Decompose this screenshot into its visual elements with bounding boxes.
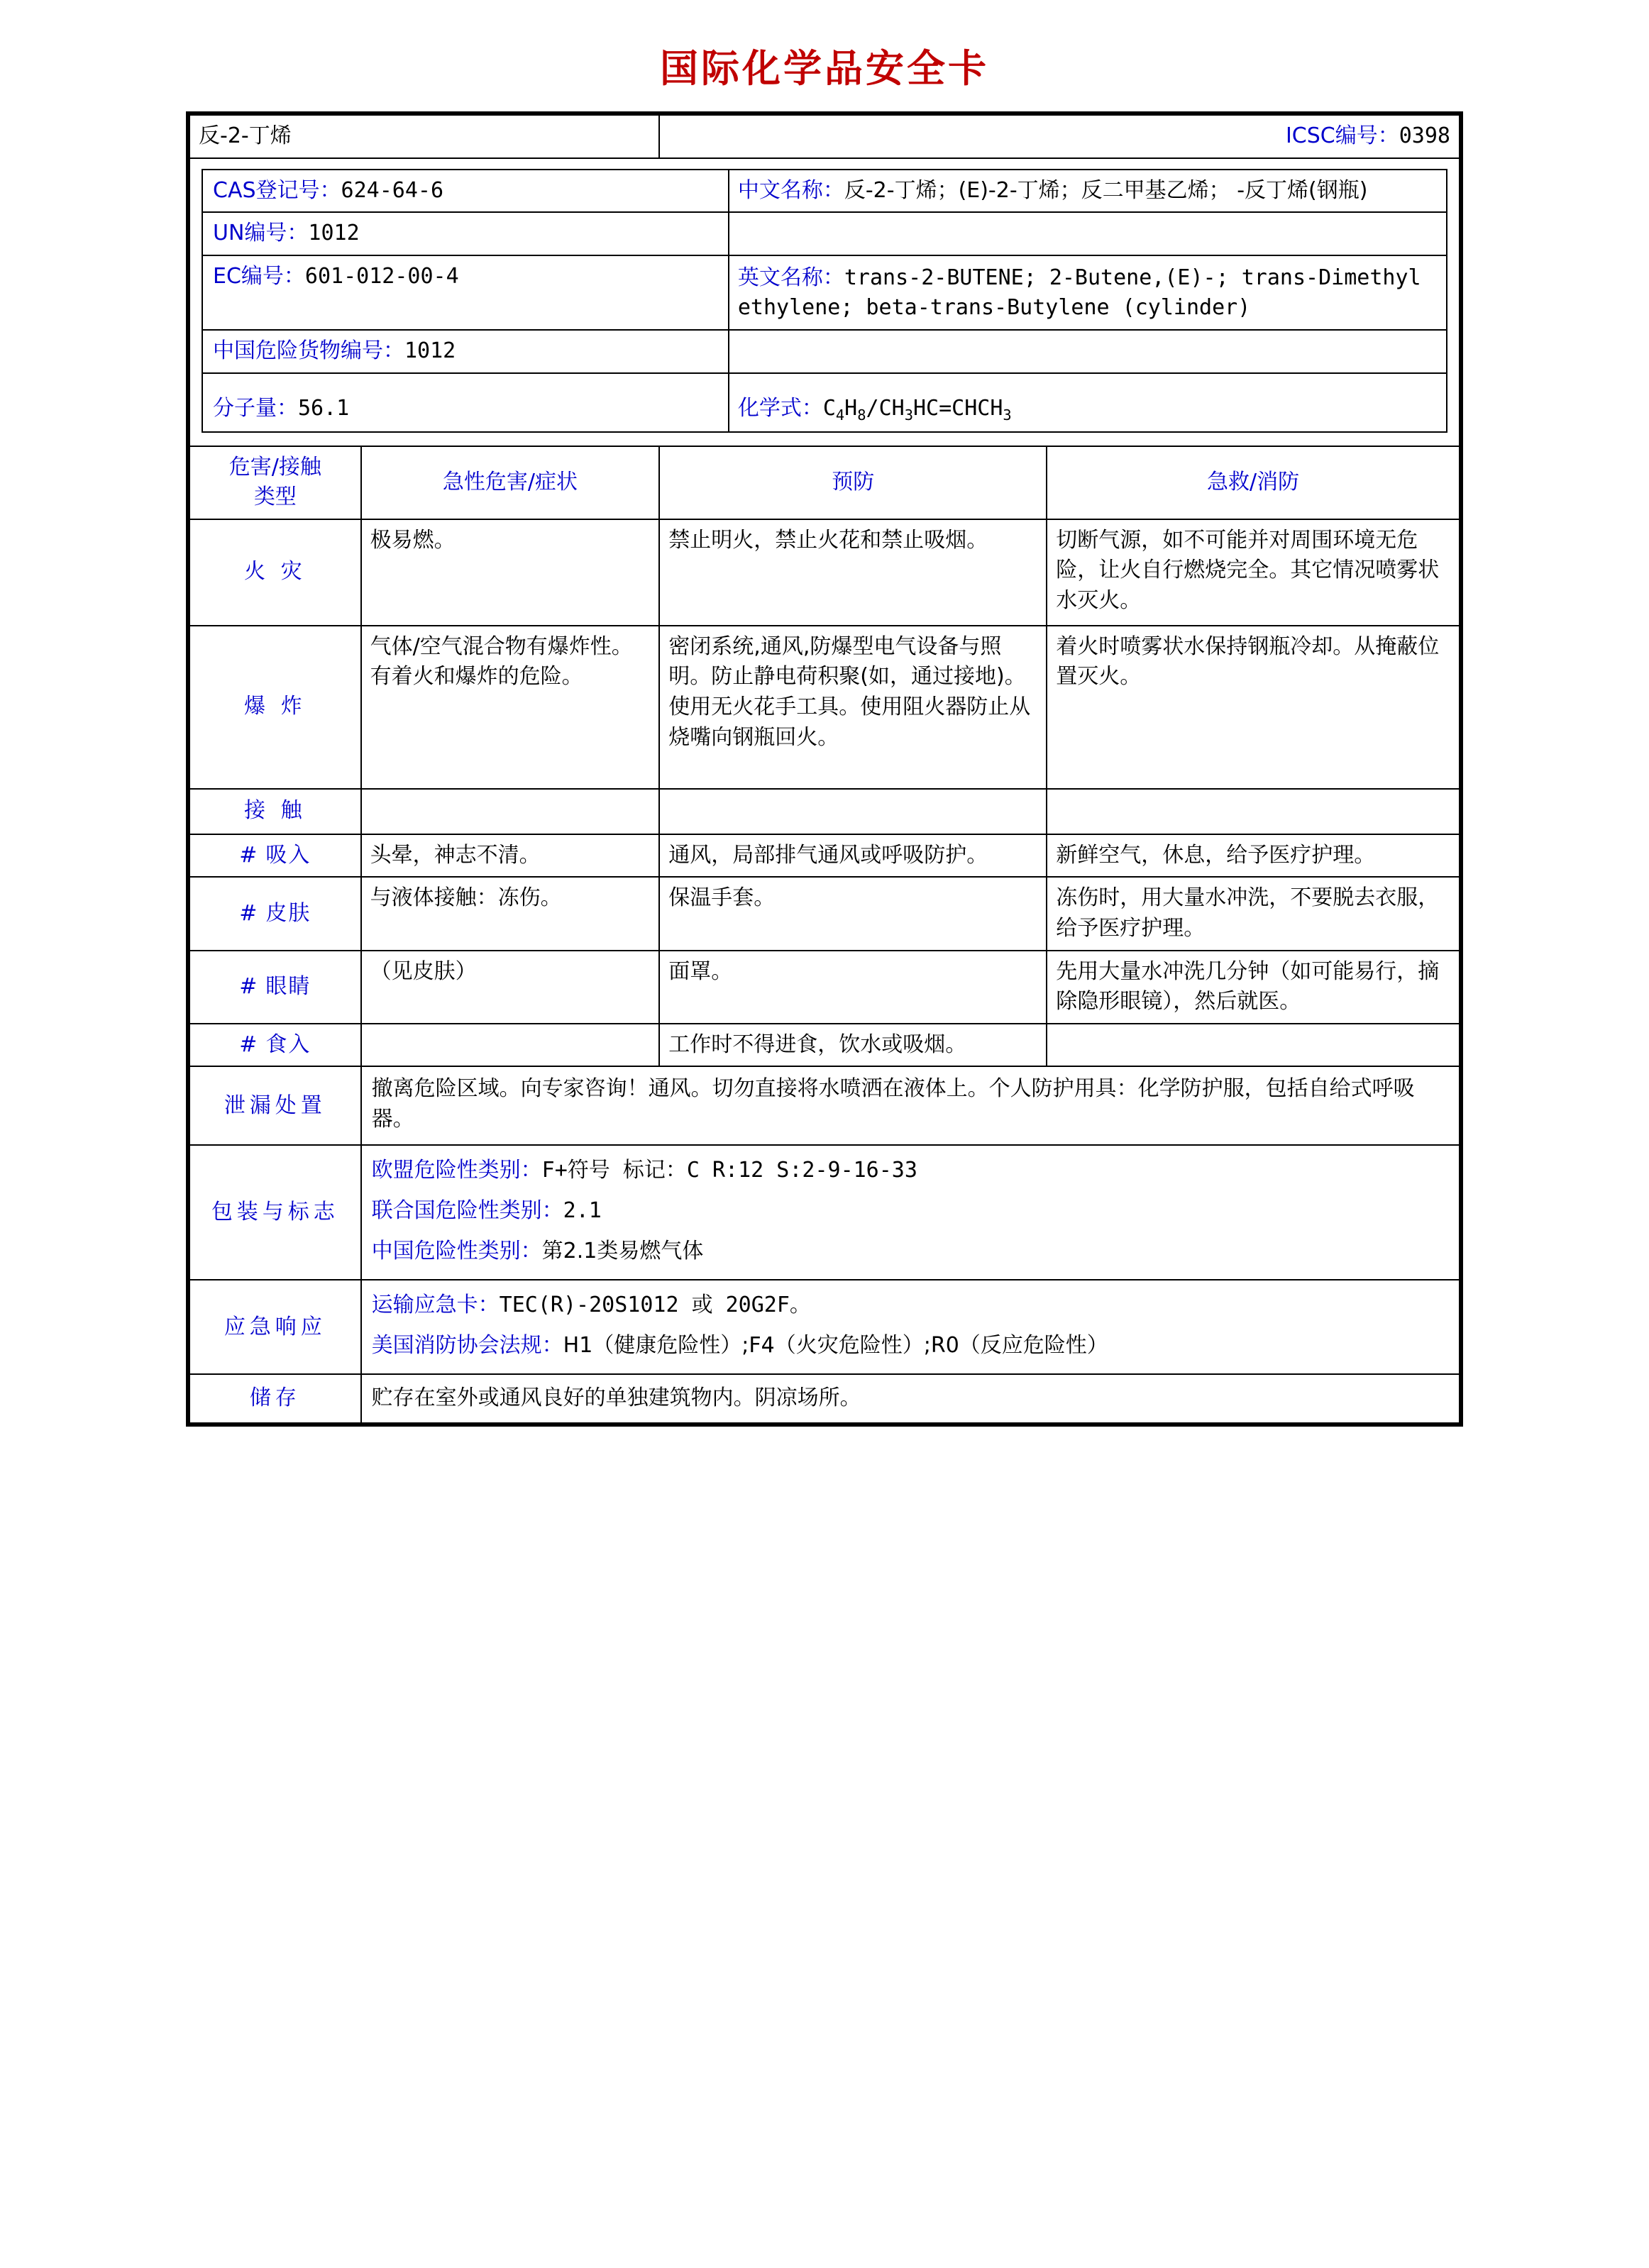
row-label-fire: 火 灾 bbox=[189, 519, 361, 626]
row-label-packaging: 包装与标志 bbox=[189, 1145, 361, 1280]
table-row bbox=[189, 951, 1460, 1024]
row-label-storage: 储存 bbox=[189, 1374, 361, 1423]
col-hazard-type-line2: 类型 bbox=[253, 485, 297, 510]
cell-fire-acute: 极易燃。 bbox=[361, 519, 660, 626]
cell-ingestion-prevention: 工作时不得进食，饮水或吸烟。 bbox=[659, 1024, 1047, 1067]
cell-contact-prevention bbox=[659, 789, 1047, 834]
cell-skin-prevention: 保温手套。 bbox=[659, 877, 1047, 950]
packaging-cn bbox=[372, 1237, 1449, 1267]
cell-spill-text: 撤离危险区域。向专家咨询！通风。切勿直接将水喷洒在液体上。个人防护用具：化学防护服，包括自给式呼吸器。 bbox=[361, 1066, 1460, 1145]
card-header-row bbox=[189, 115, 1460, 158]
cas-field bbox=[202, 170, 729, 213]
cas-value: 624-64-6 bbox=[341, 177, 444, 203]
table-row bbox=[189, 519, 1460, 626]
cell-skin-firstaid: 冻伤时，用大量水冲洗，不要脱去衣服，给予医疗护理。 bbox=[1047, 877, 1460, 950]
col-hazard-type bbox=[189, 446, 361, 519]
ingestion-mark: # bbox=[239, 1031, 259, 1057]
cell-explosion-prevention: 密闭系统,通风,防爆型电气设备与照明。防止静电荷积聚(如，通过接地)。使用无火花手工具。使用阻火器防止从烧嘴向钢瓶回火。 bbox=[659, 626, 1047, 789]
ec-value: 601-012-00-4 bbox=[304, 263, 459, 289]
cell-inhalation-prevention: 通风，局部排气通风或呼吸防护。 bbox=[659, 834, 1047, 878]
cell-contact-acute bbox=[361, 789, 660, 834]
identification-block bbox=[189, 158, 1460, 446]
packaging-un-label: 联合国危险性类别： bbox=[371, 1198, 563, 1224]
en-name-value: trans-2-BUTENE; 2-Butene,(E)-; trans-Dimethyl ethylene; beta-trans-Butylene (cylinder) bbox=[737, 265, 1421, 321]
row-label-skin bbox=[189, 877, 361, 950]
icsc-label: ICSC编号： bbox=[1285, 123, 1399, 148]
formula-field bbox=[729, 373, 1447, 432]
emergency-transport-label: 运输应急卡： bbox=[371, 1293, 500, 1318]
emergency-transport bbox=[372, 1290, 1449, 1321]
emergency-nfpa-label: 美国消防协会法规： bbox=[371, 1332, 563, 1358]
row-label-eyes bbox=[189, 951, 361, 1024]
packaging-cn-value: 第2.1类易燃气体 bbox=[541, 1238, 704, 1263]
storage-row bbox=[189, 1374, 1460, 1423]
id-spacer-1 bbox=[729, 212, 1447, 255]
packaging-row bbox=[189, 1145, 1460, 1280]
emergency-row bbox=[189, 1280, 1460, 1374]
cell-packaging bbox=[361, 1145, 1460, 1280]
emergency-nfpa-value: H1（健康危险性）;F4（火灾危险性）;R0（反应危险性） bbox=[563, 1332, 1108, 1358]
col-firstaid: 急救/消防 bbox=[1047, 446, 1460, 519]
ec-label: EC编号： bbox=[213, 263, 305, 289]
table-row bbox=[189, 789, 1460, 834]
ingestion-label: 食入 bbox=[265, 1031, 311, 1057]
cell-explosion-acute: 气体/空气混合物有爆炸性。有着火和爆炸的危险。 bbox=[361, 626, 660, 789]
ec-field bbox=[202, 255, 729, 330]
packaging-un-value: 2.1 bbox=[563, 1198, 602, 1224]
mw-field bbox=[202, 373, 729, 432]
table-row bbox=[189, 877, 1460, 950]
packaging-cn-label: 中国危险性类别： bbox=[371, 1238, 542, 1263]
cell-inhalation-acute: 头晕，神志不清。 bbox=[361, 834, 660, 878]
cell-fire-prevention: 禁止明火，禁止火花和禁止吸烟。 bbox=[659, 519, 1047, 626]
skin-label: 皮肤 bbox=[265, 900, 311, 926]
icsc-table bbox=[189, 114, 1460, 1424]
un-label: UN编号： bbox=[213, 221, 309, 246]
cell-eyes-acute: （见皮肤） bbox=[361, 951, 660, 1024]
eyes-label: 眼睛 bbox=[265, 973, 311, 999]
packaging-eu-value: F+符号 标记：C R:12 S:2-9-16-33 bbox=[541, 1158, 917, 1183]
inhalation-mark: # bbox=[239, 842, 259, 868]
col-acute: 急性危害/症状 bbox=[361, 446, 660, 519]
identification-table bbox=[202, 169, 1447, 433]
emergency-nfpa bbox=[372, 1331, 1449, 1361]
cell-contact-firstaid bbox=[1047, 789, 1460, 834]
cell-fire-firstaid: 切断气源，如不可能并对周围环境无危险，让火自行燃烧完全。其它情况喷雾状水灭火。 bbox=[1047, 519, 1460, 626]
icsc-number-cell bbox=[659, 115, 1460, 158]
substance-name: 反-2-丁烯 bbox=[189, 115, 659, 158]
cas-label: CAS登记号： bbox=[213, 177, 341, 203]
id-spacer-2 bbox=[729, 330, 1447, 373]
row-label-inhalation bbox=[189, 834, 361, 878]
en-name-field bbox=[729, 255, 1447, 330]
row-label-emergency: 应急响应 bbox=[189, 1280, 361, 1374]
cn-name-field bbox=[729, 170, 1447, 213]
cell-ingestion-acute bbox=[361, 1024, 660, 1067]
row-label-ingestion bbox=[189, 1024, 361, 1067]
icsc-value: 0398 bbox=[1399, 123, 1450, 148]
cell-storage-text: 贮存在室外或通风良好的单独建筑物内。阴凉场所。 bbox=[361, 1374, 1460, 1423]
packaging-eu-label: 欧盟危险性类别： bbox=[371, 1158, 542, 1183]
cn-name-label: 中文名称： bbox=[737, 177, 844, 203]
row-label-contact: 接 触 bbox=[189, 789, 361, 834]
cell-inhalation-firstaid: 新鲜空气，休息，给予医疗护理。 bbox=[1047, 834, 1460, 878]
cell-explosion-firstaid: 着火时喷雾状水保持钢瓶冷却。从掩蔽位置灭火。 bbox=[1047, 626, 1460, 789]
column-header-row bbox=[189, 446, 1460, 519]
cell-emergency bbox=[361, 1280, 1460, 1374]
cell-skin-acute: 与液体接触：冻伤。 bbox=[361, 877, 660, 950]
packaging-eu bbox=[372, 1156, 1449, 1186]
eyes-mark: # bbox=[239, 973, 259, 999]
row-label-explosion: 爆 炸 bbox=[189, 626, 361, 789]
row-label-spill: 泄漏处置 bbox=[189, 1066, 361, 1145]
mw-value: 56.1 bbox=[298, 395, 350, 421]
mw-label: 分子量： bbox=[213, 395, 298, 421]
cell-eyes-firstaid: 先用大量水冲洗几分钟（如可能易行，摘除隐形眼镜），然后就医。 bbox=[1047, 951, 1460, 1024]
emergency-transport-value: TEC(R)-20S1012 或 20G2F。 bbox=[499, 1293, 811, 1318]
cell-ingestion-firstaid bbox=[1047, 1024, 1460, 1067]
page-title: 国际化学品安全卡 bbox=[660, 46, 989, 91]
packaging-un bbox=[372, 1196, 1449, 1227]
en-name-label: 英文名称： bbox=[737, 265, 844, 290]
formula-label: 化学式： bbox=[737, 395, 823, 421]
inhalation-label: 吸入 bbox=[265, 842, 311, 868]
col-hazard-type-line1: 危害/接触 bbox=[228, 454, 321, 480]
cn-dangerous-value: 1012 bbox=[404, 338, 456, 363]
spill-row bbox=[189, 1066, 1460, 1145]
cn-dangerous-label: 中国危险货物编号： bbox=[213, 338, 404, 363]
table-row bbox=[189, 834, 1460, 878]
col-prevention: 预防 bbox=[659, 446, 1047, 519]
formula-value: $C_4H_8/CH_3HC=CHCH_3$ bbox=[822, 395, 1012, 424]
table-row bbox=[189, 1024, 1460, 1067]
skin-mark: # bbox=[239, 900, 259, 926]
cn-dangerous-field bbox=[202, 330, 729, 373]
identification-row bbox=[189, 158, 1460, 446]
cell-eyes-prevention: 面罩。 bbox=[659, 951, 1047, 1024]
un-field bbox=[202, 212, 729, 255]
icsc-card bbox=[186, 111, 1463, 1427]
un-value: 1012 bbox=[308, 221, 360, 246]
table-row bbox=[189, 626, 1460, 789]
cn-name-value: 反-2-丁烯；(E)-2-丁烯；反二甲基乙烯； -反丁烯(钢瓶) bbox=[844, 177, 1368, 203]
